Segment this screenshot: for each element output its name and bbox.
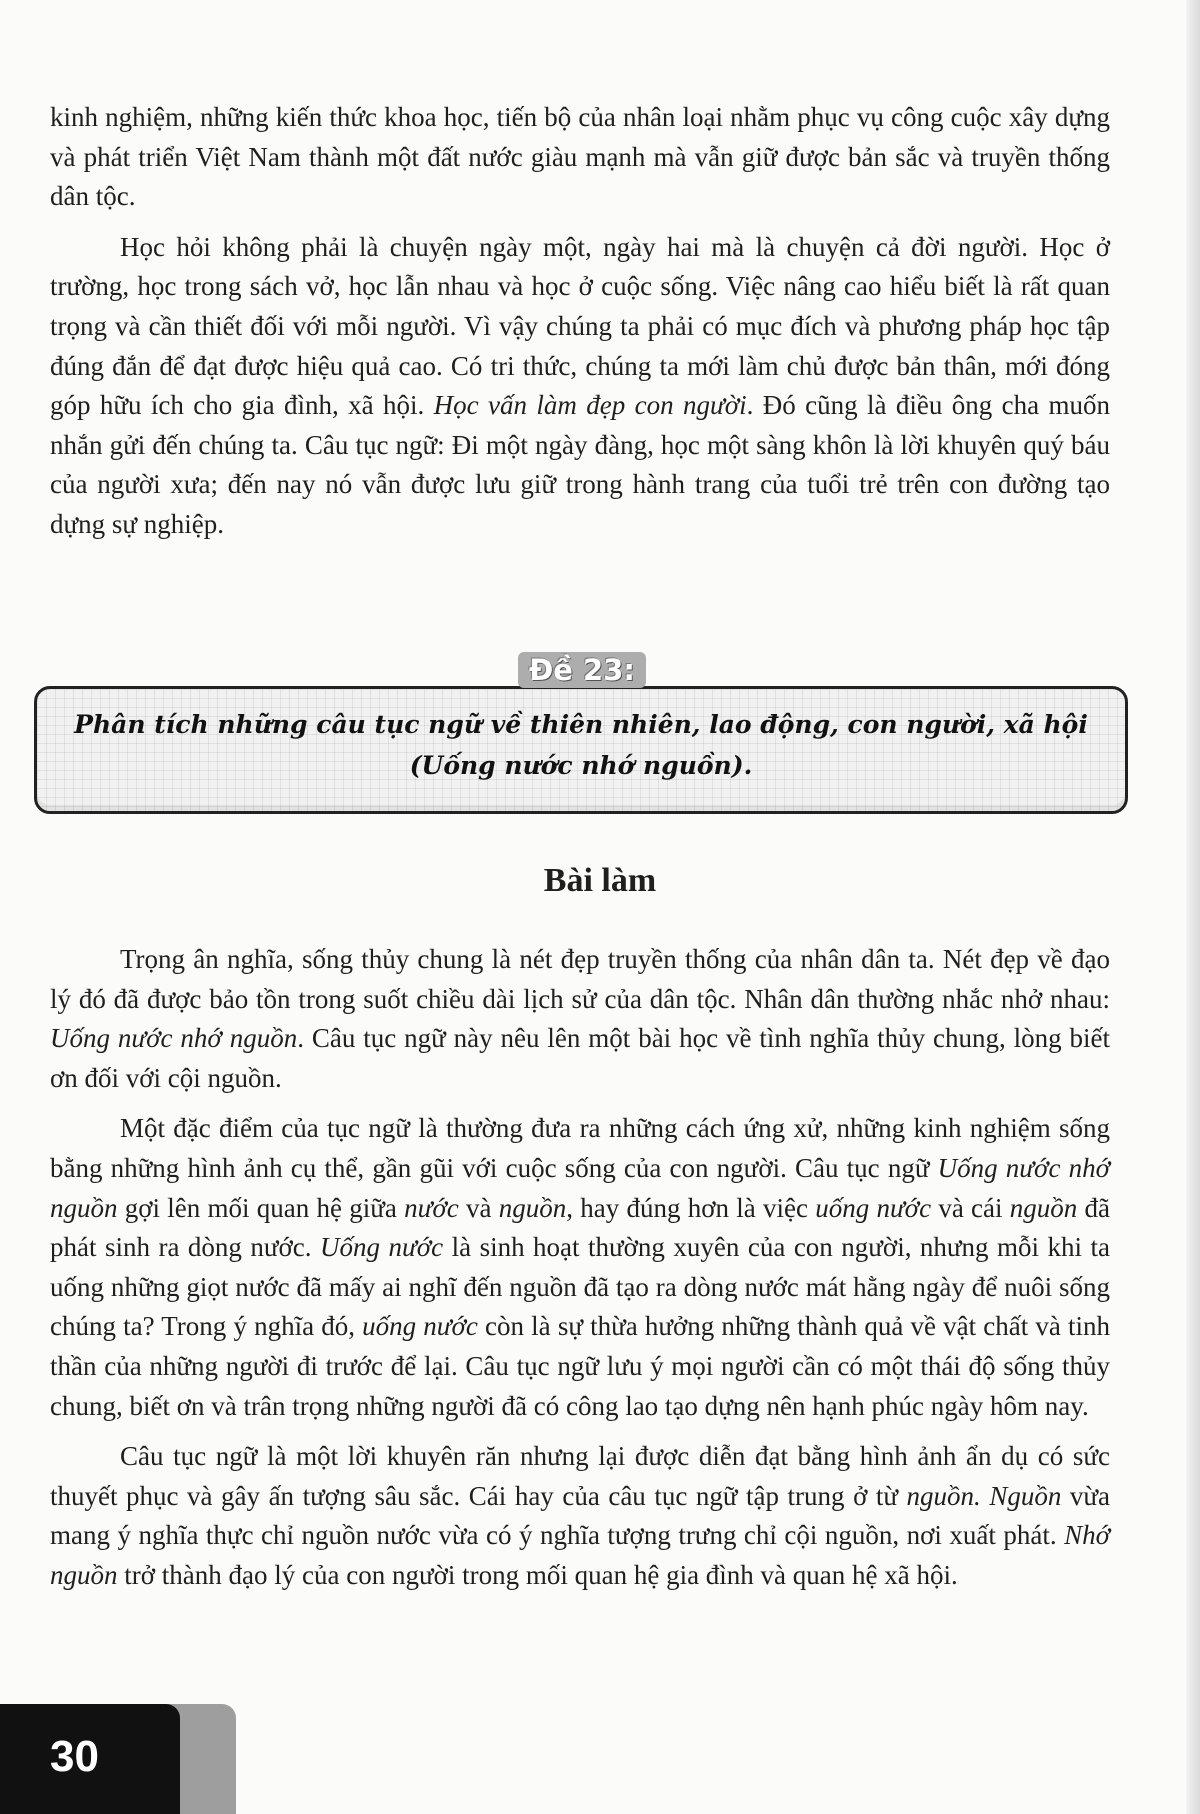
topic-line-2: (Uống nước nhớ nguồn).: [409, 751, 753, 780]
section-title: Bài làm: [543, 862, 657, 899]
topic-box: [34, 686, 1128, 814]
page-number: 30: [50, 1732, 99, 1781]
continuation-paragraph: kinh nghiệm, những kiến thức khoa học, tiến bộ của nhân loại nhằm phục vụ công cuộc xây dựng và phát triển Việt Nam thành một đất nước giàu mạnh mà vẫn giữ được bản sắc và truyền thống dân tộc.: [50, 102, 1110, 212]
paragraph-2: Một đặc điểm của tục ngữ là thường đưa ra những cách ứng xử, những kinh nghiệm sống bằng những hình ảnh cụ thể, gần gũi với cuộc sống của con người. Câu tục ngữ Uống nước nhớ nguồn gợi lên mối quan hệ giữa nước và nguồn, hay đúng hơn là việc uống nước và cái nguồn đã phát sinh ra dòng nước. Uống nước là sinh hoạt thường xuyên của con người, nhưng mỗi khi ta uống những giọt nước đã mấy ai nghĩ đến nguồn đã tạo ra dòng nước mát hằng ngày để nuôi sống chúng ta? Trong ý nghĩa đó, uống nước còn là sự thừa hưởng những thành quả về vật chất và tinh thần của những người đi trước để lại. Câu tục ngữ lưu ý mọi người cần có một thái độ sống thủy chung, biết ơn và trân trọng những người đã có công lao tạo dựng nên hạnh phúc ngày hôm nay.: [50, 1113, 1111, 1421]
italic-phrase: Học vấn làm đẹp con người: [433, 390, 747, 421]
paragraph-hoc-hoi: Học hỏi không phải là chuyện ngày một, ngày hai mà là chuyện cả đời người. Học ở trường, học trong sách vở, học lẫn nhau và học ở cuộc sống. Việc nâng cao hiểu biết là rất quan trọng và cần thiết đối với mỗi người. Vì vậy chúng ta phải có mục đích và phương pháp học tập đúng đắn để đạt được hiệu quả cao. Có tri thức, chúng ta mới làm chủ được bản thân, mới đóng góp hữu ích cho gia đình, xã hội. Học vấn làm đẹp con người. Đó cũng là điều ông cha muốn nhắn gửi đến chúng ta. Câu tục ngữ: Đi một ngày đàng, học một sàng khôn là lời khuyên quý báu của người xưa; đến nay nó vẫn được lưu giữ trong hành trang của tuổi trẻ trên con đường tạo dựng sự nghiệp.: [50, 231, 1110, 539]
paragraph-3: Câu tục ngữ là một lời khuyên răn nhưng lại được diễn đạt bằng hình ảnh ẩn dụ có sức thuyết phục và gây ấn tượng sâu sắc. Cái hay của câu tục ngữ tập trung ở từ nguồn. Nguồn vừa mang ý nghĩa thực chỉ nguồn nước vừa có ý nghĩa tượng trưng chỉ cội nguồn, nơi xuất phát. Nhớ nguồn trở thành đạo lý của con người trong mối quan hệ gia đình và quan hệ xã hội.: [50, 1441, 1110, 1590]
body-text-block: [50, 940, 1110, 1596]
paragraph-1: Trọng ân nghĩa, sống thủy chung là nét đẹp truyền thống của nhân dân ta. Nét đẹp về đạo lý đó đã được bảo tồn trong suốt chiều dài lịch sử của dân tộc. Nhân dân thường nhắc nhở nhau: Uống nước nhớ nguồn. Câu tục ngữ này nêu lên một bài học về tình nghĩa thủy chung, lòng biết ơn đối với cội nguồn.: [50, 944, 1111, 1093]
exercise-label: Đề 23:: [518, 652, 646, 688]
page-edge-shadow: [1186, 0, 1200, 1814]
top-text-block: [50, 98, 1110, 545]
topic-line-1: Phân tích những câu tục ngữ về thiên nhiên, lao động, con người, xã hội: [74, 710, 1088, 739]
